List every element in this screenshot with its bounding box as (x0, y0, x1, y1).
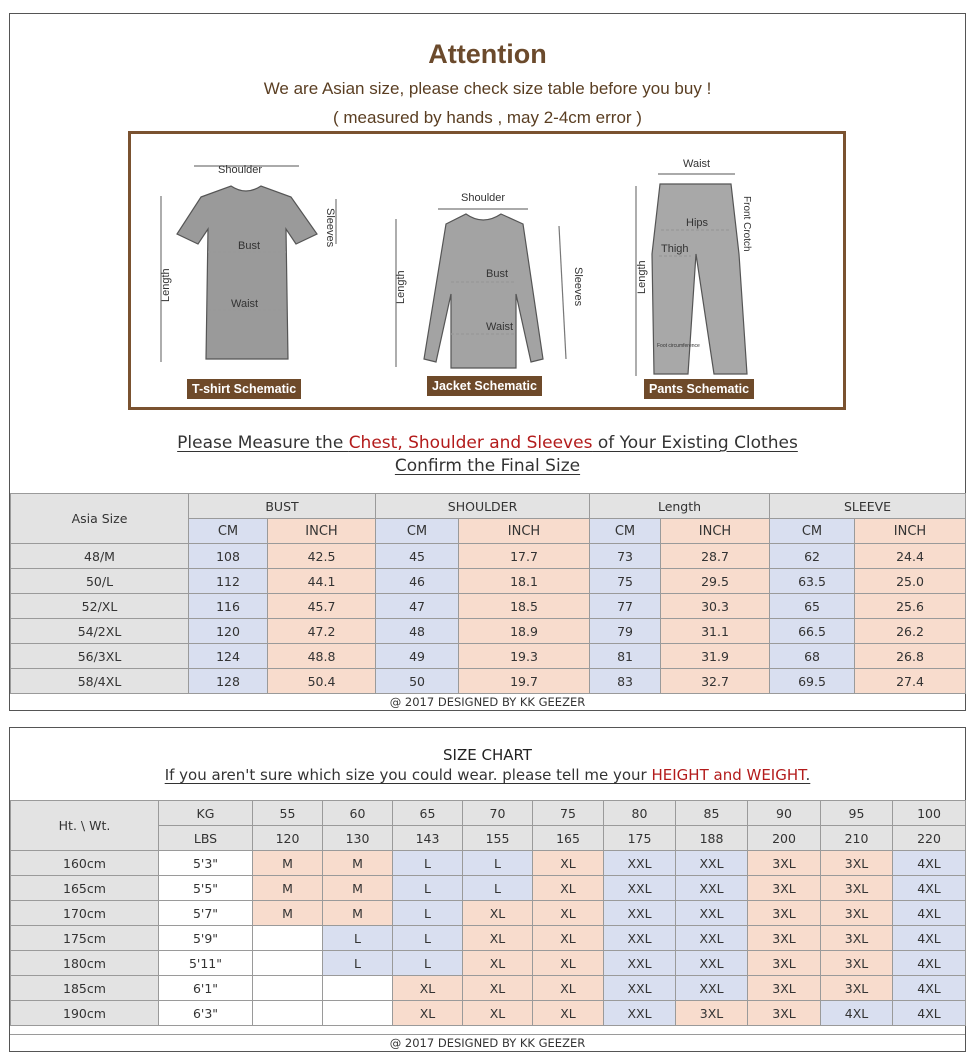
inch-unit-header: INCH (855, 519, 966, 544)
lbs-value: 200 (748, 826, 821, 851)
inch-unit-header: INCH (459, 519, 590, 544)
lbs-value: 120 (253, 826, 323, 851)
lbs-value: 165 (533, 826, 604, 851)
group-header: SLEEVE (770, 494, 966, 519)
height-ft-label: 5'9" (159, 926, 253, 951)
kg-value: 65 (393, 801, 463, 826)
size-cell: 3XL (748, 926, 821, 951)
kg-value: 55 (253, 801, 323, 826)
size-cell: XL (533, 951, 604, 976)
size-chart-title: SIZE CHART (443, 746, 532, 764)
lbs-value: 143 (393, 826, 463, 851)
size-cell: XXL (604, 951, 676, 976)
size-cell: M (323, 901, 393, 926)
size-label: 56/3XL (11, 644, 189, 669)
schematics-frame (128, 131, 846, 410)
measurement-cell: 29.5 (661, 569, 770, 594)
size-label: 50/L (11, 569, 189, 594)
measurement-cell: 26.2 (855, 619, 966, 644)
height-cm-label: 165cm (11, 876, 159, 901)
table-header-row (11, 494, 966, 519)
size-cell: M (323, 876, 393, 901)
size-cell: XL (393, 976, 463, 1001)
size-cell: XXL (604, 1001, 676, 1026)
height-ft-label: 5'5" (159, 876, 253, 901)
size-cell (253, 976, 323, 1001)
measurement-cell: 45.7 (268, 594, 376, 619)
jacket-bust-label: Bust (486, 268, 509, 280)
measurement-cell: 108 (189, 544, 268, 569)
size-cell: L (393, 851, 463, 876)
jacket-sleeves-label: Sleeves (572, 267, 584, 307)
kg-value: 95 (821, 801, 893, 826)
measurement-cell: 31.1 (661, 619, 770, 644)
size-cell: 4XL (893, 901, 966, 926)
pants-foot-label: Foot circumference (657, 343, 700, 349)
size-chart-footer: @ 2017 DESIGNED BY KK GEEZER (10, 1034, 965, 1052)
measurement-cell: 25.0 (855, 569, 966, 594)
measurement-cell: 30.3 (661, 594, 770, 619)
height-cm-label: 190cm (11, 1001, 159, 1026)
measurement-cell: 83 (590, 669, 661, 694)
height-ft-label: 5'11" (159, 951, 253, 976)
size-cell: L (393, 876, 463, 901)
size-cell: 3XL (748, 901, 821, 926)
measurement-cell: 18.9 (459, 619, 590, 644)
pants-hips-label: Hips (686, 217, 709, 229)
size-cell (253, 951, 323, 976)
table-row (11, 594, 966, 619)
measurement-cell: 31.9 (661, 644, 770, 669)
tshirt-schematic (161, 166, 336, 362)
size-cell: 3XL (748, 851, 821, 876)
measurement-cell: 24.4 (855, 544, 966, 569)
table-row (11, 901, 966, 926)
measurement-cell: 19.3 (459, 644, 590, 669)
attention-title: Attention (428, 39, 547, 69)
group-header: Length (590, 494, 770, 519)
measurement-cell: 77 (590, 594, 661, 619)
confirm-size-note: Confirm the Final Size (394, 456, 581, 476)
measurement-cell: 25.6 (855, 594, 966, 619)
height-cm-label: 160cm (11, 851, 159, 876)
table-row (11, 669, 966, 694)
inch-unit-header: INCH (268, 519, 376, 544)
measurement-cell: 65 (770, 594, 855, 619)
size-cell: 4XL (821, 1001, 893, 1026)
size-table-footer: @ 2017 DESIGNED BY KK GEEZER (10, 693, 965, 711)
size-cell: 4XL (893, 1001, 966, 1026)
measurement-cell: 124 (189, 644, 268, 669)
measurement-cell: 28.7 (661, 544, 770, 569)
table-row (11, 569, 966, 594)
measure-error-note: ( measured by hands , may 2-4cm error ) (333, 108, 642, 127)
table-row (11, 619, 966, 644)
measurement-cell: 79 (590, 619, 661, 644)
size-cell: 4XL (893, 926, 966, 951)
height-cm-label: 185cm (11, 976, 159, 1001)
lbs-value: 155 (463, 826, 533, 851)
size-cell: XXL (676, 901, 748, 926)
table-row (11, 926, 966, 951)
size-cell (323, 976, 393, 1001)
table-row (11, 951, 966, 976)
size-cell: 3XL (821, 926, 893, 951)
kg-value: 85 (676, 801, 748, 826)
table-row (11, 976, 966, 1001)
size-cell: XXL (604, 851, 676, 876)
measurement-cell: 49 (376, 644, 459, 669)
size-label: 58/4XL (11, 669, 189, 694)
size-cell: XXL (676, 851, 748, 876)
size-chart-subtitle: If you aren't sure which size you could wear. please tell me your HEIGHT and WEIGHT. (164, 766, 811, 784)
kg-value: 90 (748, 801, 821, 826)
measurement-cell: 75 (590, 569, 661, 594)
tshirt-sleeves-label: Sleeves (324, 208, 336, 248)
measurement-cell: 120 (189, 619, 268, 644)
measurement-cell: 69.5 (770, 669, 855, 694)
size-cell: 3XL (821, 851, 893, 876)
measurement-cell: 47.2 (268, 619, 376, 644)
size-cell: XXL (676, 876, 748, 901)
size-cell: XL (463, 1001, 533, 1026)
size-cell: L (393, 901, 463, 926)
ht-wt-header: Ht. \ Wt. (11, 801, 159, 851)
measurement-cell: 17.7 (459, 544, 590, 569)
size-cell (253, 1001, 323, 1026)
tshirt-schematic-tag: T-shirt Schematic (187, 379, 301, 399)
inch-unit-header: INCH (661, 519, 770, 544)
height-ft-label: 6'3" (159, 1001, 253, 1026)
group-header: SHOULDER (376, 494, 590, 519)
measurement-cell: 50.4 (268, 669, 376, 694)
measurement-cell: 66.5 (770, 619, 855, 644)
table-row (11, 851, 966, 876)
height-ft-label: 5'7" (159, 901, 253, 926)
measurement-cell: 116 (189, 594, 268, 619)
asia-size-header: Asia Size (11, 494, 189, 544)
size-cell: 3XL (748, 976, 821, 1001)
size-cell: XL (393, 1001, 463, 1026)
asian-size-notice: We are Asian size, please check size table before you buy ! (263, 79, 712, 98)
cm-unit-header: CM (590, 519, 661, 544)
size-cell: 3XL (821, 901, 893, 926)
size-cell: 3XL (676, 1001, 748, 1026)
table-row (11, 876, 966, 901)
size-cell: 3XL (748, 1001, 821, 1026)
size-cell: M (253, 901, 323, 926)
size-cell: 4XL (893, 951, 966, 976)
size-cell: XL (463, 926, 533, 951)
size-cell: XL (533, 1001, 604, 1026)
pants-schematic-tag: Pants Schematic (644, 379, 754, 399)
table-row (11, 1001, 966, 1026)
size-cell: L (393, 926, 463, 951)
size-cell (253, 926, 323, 951)
size-cell (323, 1001, 393, 1026)
size-cell: XXL (676, 976, 748, 1001)
size-cell: 4XL (893, 876, 966, 901)
measurement-cell: 128 (189, 669, 268, 694)
size-chart-panel (9, 727, 966, 1052)
size-cell: L (393, 951, 463, 976)
size-cell: XXL (676, 926, 748, 951)
measurement-cell: 73 (590, 544, 661, 569)
pants-length-label: Length (636, 260, 648, 294)
height-cm-label: 170cm (11, 901, 159, 926)
schematics-illustration (131, 134, 843, 407)
tshirt-waist-label: Waist (231, 298, 259, 310)
size-cell: L (323, 951, 393, 976)
tshirt-length-label: Length (160, 268, 172, 302)
size-cell: 3XL (821, 876, 893, 901)
kg-row (11, 801, 966, 826)
jacket-schematic-tag: Jacket Schematic (427, 376, 542, 396)
size-cell: XL (463, 976, 533, 1001)
size-cell: XL (533, 901, 604, 926)
measurement-cell: 45 (376, 544, 459, 569)
measurement-cell: 42.5 (268, 544, 376, 569)
pants-waist-label: Waist (683, 158, 711, 170)
kg-value: 80 (604, 801, 676, 826)
size-cell: 3XL (748, 951, 821, 976)
lbs-label: LBS (159, 826, 253, 851)
measurement-cell: 18.5 (459, 594, 590, 619)
size-cell: XXL (676, 951, 748, 976)
measurement-cell: 48.8 (268, 644, 376, 669)
measurement-cell: 50 (376, 669, 459, 694)
size-guide-panel (9, 13, 966, 711)
jacket-shoulder-label: Shoulder (461, 192, 506, 204)
size-cell: M (253, 876, 323, 901)
kg-value: 70 (463, 801, 533, 826)
measurement-cell: 32.7 (661, 669, 770, 694)
size-cell: XL (463, 901, 533, 926)
size-label: 54/2XL (11, 619, 189, 644)
pants-thigh-label: Thigh (661, 243, 689, 255)
jacket-schematic (396, 209, 566, 368)
size-cell: 4XL (893, 976, 966, 1001)
size-cell: XL (463, 951, 533, 976)
size-cell: L (323, 926, 393, 951)
measurement-cell: 19.7 (459, 669, 590, 694)
measurement-cell: 44.1 (268, 569, 376, 594)
height-weight-size-table (10, 800, 966, 1026)
cm-unit-header: CM (189, 519, 268, 544)
height-ft-label: 5'3" (159, 851, 253, 876)
lbs-value: 220 (893, 826, 966, 851)
tshirt-shoulder-label: Shoulder (218, 164, 263, 176)
measure-highlight: Chest, Shoulder and Sleeves (348, 433, 593, 453)
lbs-value: 210 (821, 826, 893, 851)
size-cell: 3XL (821, 951, 893, 976)
size-cell: XL (533, 976, 604, 1001)
size-cell: 4XL (893, 851, 966, 876)
size-cell: XXL (604, 876, 676, 901)
table-row (11, 544, 966, 569)
size-cell: M (323, 851, 393, 876)
size-measurement-table (10, 493, 966, 694)
measurement-cell: 81 (590, 644, 661, 669)
height-ft-label: 6'1" (159, 976, 253, 1001)
size-label: 52/XL (11, 594, 189, 619)
size-cell: 3XL (748, 876, 821, 901)
height-weight-highlight: HEIGHT and WEIGHT (651, 766, 806, 784)
size-label: 48/M (11, 544, 189, 569)
kg-value: 75 (533, 801, 604, 826)
size-cell: XXL (604, 901, 676, 926)
cm-unit-header: CM (376, 519, 459, 544)
measurement-cell: 63.5 (770, 569, 855, 594)
size-cell: XXL (604, 926, 676, 951)
measurement-cell: 26.8 (855, 644, 966, 669)
measure-instruction: Please Measure the Chest, Shoulder and Sleeves of Your Existing Clothes (177, 433, 798, 453)
lbs-value: 188 (676, 826, 748, 851)
size-cell: M (253, 851, 323, 876)
kg-value: 100 (893, 801, 966, 826)
measurement-cell: 27.4 (855, 669, 966, 694)
measurement-cell: 68 (770, 644, 855, 669)
cm-unit-header: CM (770, 519, 855, 544)
height-cm-label: 180cm (11, 951, 159, 976)
measurement-cell: 112 (189, 569, 268, 594)
kg-label: KG (159, 801, 253, 826)
size-cell: L (463, 876, 533, 901)
size-cell: L (463, 851, 533, 876)
kg-value: 60 (323, 801, 393, 826)
measurement-cell: 18.1 (459, 569, 590, 594)
size-cell: XL (533, 876, 604, 901)
size-cell: XL (533, 926, 604, 951)
jacket-length-label: Length (395, 270, 407, 304)
lbs-value: 130 (323, 826, 393, 851)
measurement-cell: 62 (770, 544, 855, 569)
measurement-cell: 48 (376, 619, 459, 644)
pants-front-crotch-label: Front Crotch (741, 196, 752, 252)
tshirt-bust-label: Bust (238, 240, 261, 252)
height-cm-label: 175cm (11, 926, 159, 951)
table-row (11, 644, 966, 669)
measurement-cell: 46 (376, 569, 459, 594)
group-header: BUST (189, 494, 376, 519)
jacket-waist-label: Waist (486, 321, 514, 333)
size-cell: 3XL (821, 976, 893, 1001)
size-cell: XXL (604, 976, 676, 1001)
lbs-value: 175 (604, 826, 676, 851)
measurement-cell: 47 (376, 594, 459, 619)
size-cell: XL (533, 851, 604, 876)
